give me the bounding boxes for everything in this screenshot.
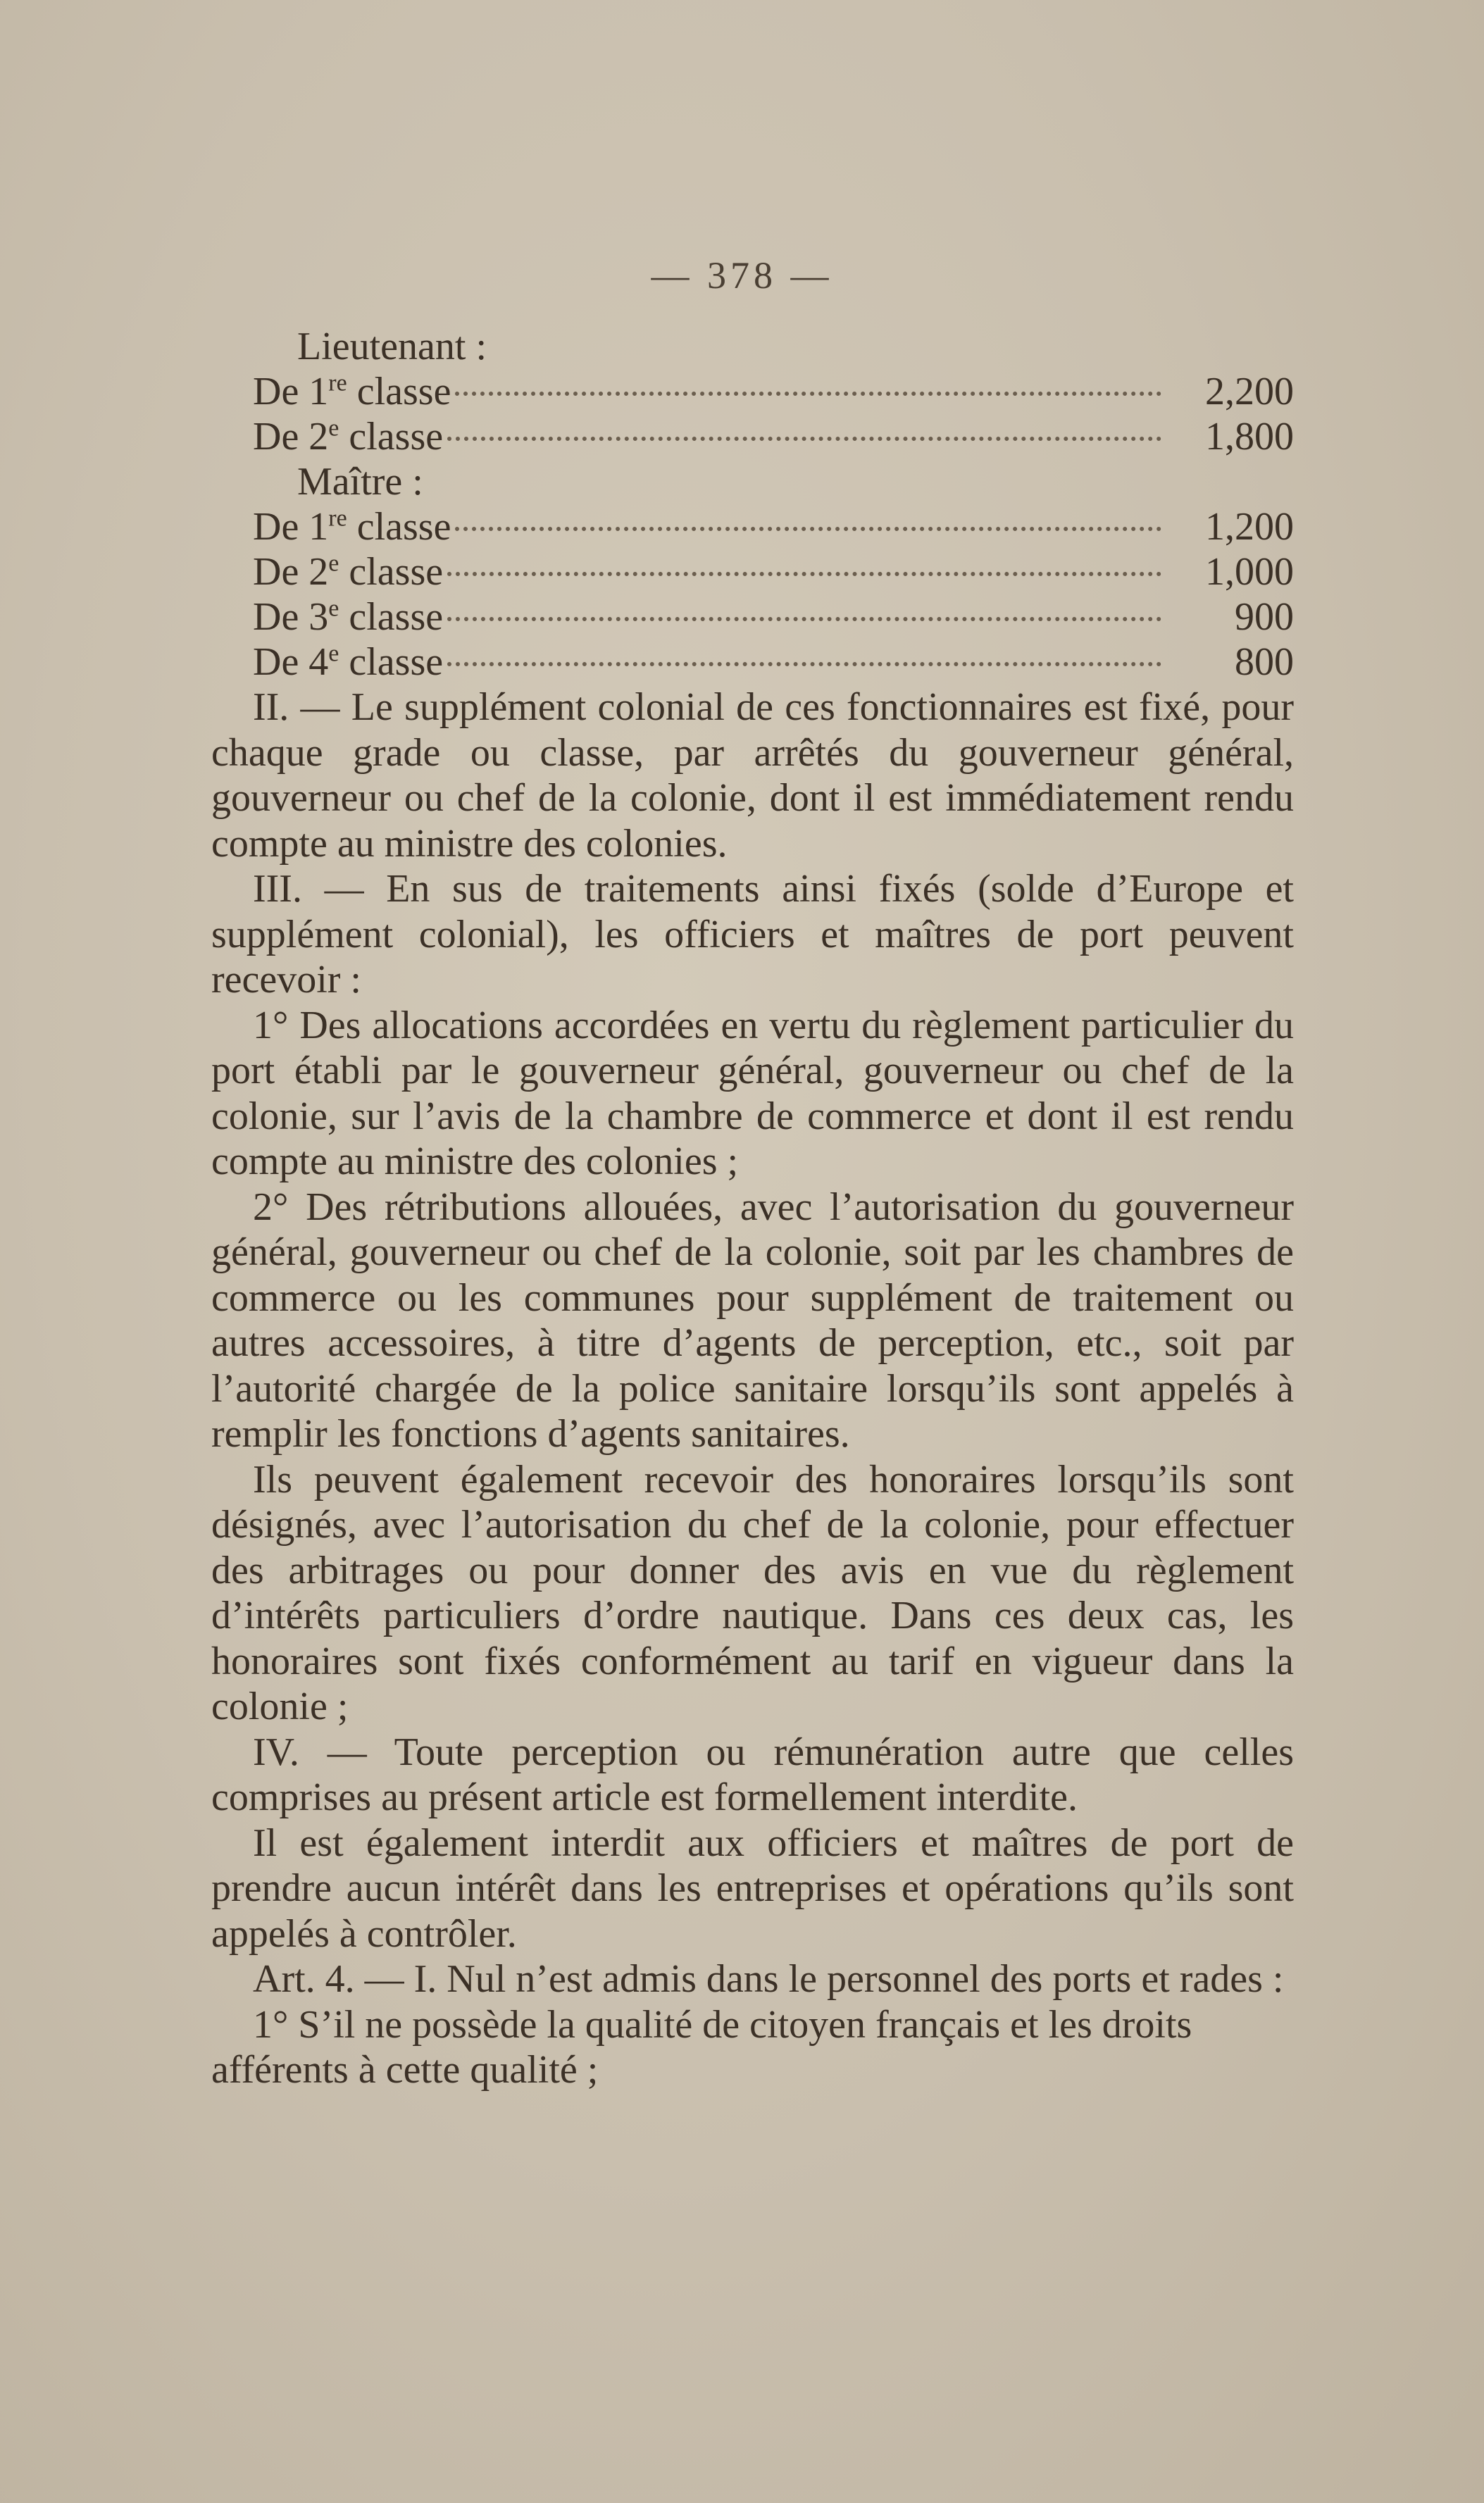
- salary-row: De 2e classe 1,800: [253, 415, 1294, 458]
- salary-amount: 1,000: [1205, 550, 1294, 594]
- paragraph-art-4: Art. 4. — I. Nul n’est admis dans le personnel des ports et rades :: [253, 1957, 1284, 2001]
- paragraph-art-4-item-1: 1° S’il ne possède la qualité de citoyen français et les droits afférents à cette qualité ;: [211, 2002, 1192, 2092]
- paragraph-iii: III. — En sus de traitements ainsi fixés (solde d’Europe et supplément colonial), les officiers et maîtres de port peuvent recevoir :: [211, 867, 1294, 1001]
- dot-leader: [447, 437, 1161, 441]
- salary-row: De 1re classe 1,200: [253, 505, 1294, 549]
- maitre-caption: Maître :: [297, 460, 423, 504]
- salary-row: De 4e classe 800: [253, 640, 1294, 684]
- paragraph-item-2: 2° Des rétributions allouées, avec l’autorisation du gouverneur général, gouverneur ou chef de la colonie, soit par les chambres de commerce ou les communes pour supplément de traitement ou autres accessoires, à titre d’agents de perception, etc., soit par l’autorité chargée de la police sanitaire lorsqu’ils sont appelés à remplir les fonctions d’agents sanitaires.: [211, 1185, 1294, 1456]
- dot-leader: [447, 617, 1161, 621]
- salary-amount: 1,200: [1205, 505, 1294, 549]
- paragraph-ii: II. — Le supplément colonial de ces fonctionnaires est fixé, pour chaque grade ou classe, par arrêtés du gouverneur général, gouverneur ou chef de la colonie, dont il est immédiatement rendu compte au ministre des colonies.: [211, 685, 1294, 866]
- dot-leader: [455, 527, 1161, 531]
- text-column: [211, 324, 1294, 2093]
- salary-amount: 1,800: [1205, 415, 1294, 458]
- paragraph-interdiction: Il est également interdit aux officiers et maîtres de port de prendre aucun intérêt dans les entreprises et opérations qu’ils sont appelés à contrôler.: [211, 1821, 1294, 1956]
- salary-row: De 2e classe 1,000: [253, 550, 1294, 594]
- salary-amount: 900: [1235, 595, 1294, 639]
- salary-row: De 1re classe 2,200: [253, 370, 1294, 413]
- dot-leader: [447, 572, 1161, 576]
- paragraph-item-1: 1° Des allocations accordées en vertu du règlement particulier du port établi par le gouverneur général, gouverneur ou chef de la colonie, sur l’avis de la chambre de commerce et dont il est rendu compte au ministre des colonies ;: [211, 1003, 1294, 1183]
- dot-leader: [455, 392, 1161, 396]
- salary-row: De 3e classe 900: [253, 595, 1294, 639]
- dot-leader: [447, 662, 1161, 666]
- salary-amount: 800: [1235, 640, 1294, 684]
- page-number: — 378 —: [651, 254, 833, 297]
- salary-amount: 2,200: [1205, 370, 1294, 413]
- paragraph-honoraires: Ils peuvent également recevoir des honoraires lorsqu’ils sont désignés, avec l’autorisation du chef de la colonie, pour effectuer des arbitrages ou pour donner des avis en vue du règlement d’intérêts particuliers d’ordre nautique. Dans ces deux cas, les honoraires sont fixés conformément au tarif en vigueur dans la colonie ;: [211, 1457, 1294, 1728]
- lieutenant-caption: Lieutenant :: [297, 325, 487, 368]
- paragraph-iv: IV. — Toute perception ou rémunération autre que celles comprises au présent article est formellement interdite.: [211, 1730, 1294, 1819]
